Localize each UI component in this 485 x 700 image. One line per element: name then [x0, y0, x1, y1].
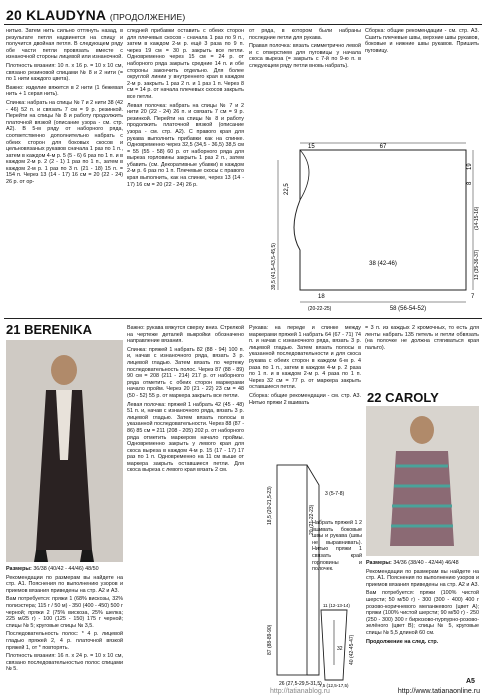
paragraph: Набрать пряжей 1 2 вшивать боковые швы и рукава (швы не выравнивать). Нитью пряжи 1 связать край горловины и полочек. — [312, 520, 363, 573]
sizes-label: Размеры: — [366, 560, 392, 566]
dim-label: 8 — [467, 181, 473, 185]
dim-label: 20 (21-22-23) — [309, 504, 315, 535]
sizes-line — [6, 566, 123, 573]
klaudyna-column-3 — [249, 28, 361, 72]
continued-note: Продолжение на след. стр. — [366, 638, 439, 645]
paragraph: Спинка: пряжей 1 набрать 82 (88 - 94) 100 п. и, начав с изнаночного ряда, вязать 3 р. лицевой гладью. Затем вязать по чертежу последовательность полос. Через 87 (88 - 89) 90 см = 208 (211 - 214) 217 р. от наборного ряда отметить с обеих сторон маркерами начало пройм. Через 20 (21 - 22) 23 см = 48 (50 - 52) 55 р. от маркера закрыть все петли. — [127, 346, 244, 399]
sizes-value: 36/38 (40/42 - 44/46) 48/50 — [33, 566, 99, 572]
dim-label: 40 (42-45-47) — [349, 634, 355, 665]
dim-label: 38 (42-46) — [369, 261, 397, 267]
header-rule — [4, 24, 482, 25]
watermark-text: http://tatianablog.ru — [270, 688, 330, 695]
sizes-line — [366, 560, 479, 567]
berenika-column-2 — [127, 325, 244, 476]
dim-label: 3 (5-7-8) — [325, 491, 345, 497]
caroly-number: 22 — [367, 390, 382, 405]
caroly-title — [367, 390, 439, 405]
paragraph: Последовательность полос: * 4 р. лицевой гладью пряжей 2, 4 р. платочной вязкой пряжей 1, от * повторять. — [6, 631, 123, 651]
dim-label: 26 (27,5-29,5-31,5) — [279, 681, 322, 687]
footer-url[interactable]: http://www.tatianaonline.ru — [397, 688, 480, 695]
dim-label: 87 (88-89-90) — [267, 624, 273, 655]
paragraph: нитью. Затем нить сильно оттянуть назад, в результате петля надвинется на спицу и получится двойная петля. В следующем ряду обе части петли провязать вместе с изнаночной стороны лицевой или изнаночной. — [6, 28, 123, 61]
paragraph: Правая полочка: вязать симметрично левой и с отверстием для пуговицы у начала скоса выреза (= закрыть с 7-й по 9-ю п. в следующем ряду петли вновь набрать). — [249, 43, 361, 69]
sizes-value: 34/36 (38/40 - 42/44) 46/48 — [393, 560, 459, 566]
paragraph: Вам потребуется: пряжи 1 (68% вискозы, 32% полиэстера; 115 г / 50 м) - 350 (400 - 450) 500 г черной; пряжи 2 (75% вискоза, 25% шелка; 225 м/25 г) - 100 (125 - 150) 175 г черной; спицы № 5; круговые спицы № 3,5. — [6, 596, 123, 629]
paragraph: Плотность вязания: 16 п. х 24 р. = 10 х 10 см, связано последовательностью полос спицами № 5. — [6, 653, 123, 673]
dim-label: 32 — [337, 646, 343, 652]
berenika-name: BERENIKA — [24, 322, 92, 337]
watermark — [270, 688, 330, 695]
paragraph: Сборка: общие рекомендации - см. стр. А3. Нитью пряжи 2 вшивать — [249, 392, 361, 406]
paragraph: Вам потребуется: пряжи (100% чистой шерсти; 50 м/50 г) - 300 (300 - 400) 400 г розово-коричневого меланжевого (цвет А); пряжи (100% чистой шерсти; 90 м/50 г) - 250 (250 - 300) 300 г бирюзово-пурпурно-розово-зелёного (цвет В); спицы № 5, круговые спицы № 5,5 длиной 60 см. — [366, 590, 479, 636]
klaudyna-column-2 — [127, 28, 244, 190]
paragraph: Важно: изделие вяжется в 2 нити (1 бежевая нить + 1 серая нить). — [6, 84, 123, 98]
klaudyna-column-4 — [365, 28, 479, 56]
section-rule — [4, 318, 482, 319]
paragraph: Рекомендации по размерам вы найдете на стр. А1. Пояснения по выполнению узоров и приемов вязания приведены на стр. А2 и А3. — [366, 568, 480, 588]
paragraph: = 3 п. из каждых 2 кромочных, то есть для ленты набрать 135 петель и петли обвязать (на полочке не должна стягиваться края пальто). — [365, 325, 479, 351]
paragraph: Левая полочка: набрать на спицы № 7 и 2 нити 20 (22 - 24) 26 п. и связать 7 см = 9 р. резинкой. Перейти на спицы № 8 и работу продолжить платочной вязкой (описание узора - см. стр. А2). С правого края для рукава выполнить прибавки как на спинке. Одновременно через 32,5 (34,5 - 36,5) 38,5 см = 55 (55 - 58) 60 р. от наборного ряда для выреза горловины закрыть 1 раз 2 п., затем убавить (см. Декоративные убавки) в каждом 2-м р. 6 раз по 1 п. Плечевые скосы с правого края выполнить, как на спинке, через 13 (14 - 17) 16 см = 20 (22 - 24) 26 р. — [127, 102, 244, 188]
paragraph: следней прибавки оставить с обеих сторон для плечевых скосов - сначала 1 раз по 9 п., затем в каждом 2-м р. ещё 3 раза по 9 п. через 19 см = 30 р. закрыть все петли. Одновременно через 15 см = 24 р. от наборного ряда закрыть средние 14 п. и обе стороны закончить отдельно. Для более округлой линии у внутреннего края в каждом 2-м р. закрыть 1 раз 2 п. и 1 раз 1 п. Через 8 см = 14 р. от начала плечевых скосов закрыть все петли. — [127, 28, 244, 100]
dim-label: 7,5 (12,5-17,5) — [319, 683, 349, 688]
dim-label: 58 (56-54-52) — [389, 306, 427, 312]
caroly-name: CAROLY — [385, 390, 439, 405]
berenika-title — [6, 322, 92, 337]
page-ref — [466, 678, 475, 685]
page-ref-value: А5 — [466, 678, 475, 685]
caroly-column — [366, 560, 479, 647]
dim-label: (20-22-25) — [308, 306, 332, 312]
caroly-photo — [366, 406, 479, 556]
klaudyna-pattern-diagram — [248, 140, 480, 315]
paragraph: Плотность вязания: 10 п. х 16 р. = 10 х 10 см, связано резиновой спицами № 8 и 2 нити (= по 1 нити каждого цвета). — [6, 62, 123, 83]
klaudyna-column-1 — [6, 28, 123, 188]
footer — [360, 688, 480, 695]
dim-label: 7 — [471, 294, 475, 300]
berenika-photo — [6, 340, 123, 562]
berenika-number: 21 — [6, 322, 21, 337]
dim-label: (14-15-16) — [474, 206, 480, 230]
berenika-assembly-note — [312, 520, 362, 575]
paragraph: Левая полочка: пряжей 1 набрать 42 (45 - 48) 51 п. и, начав с изнаночного ряда, вязать 3 р. лицевой гладью. Затем вязать полосы в указанной последовательности. Через 88 (87 - 86) 85 см = 211 (208 - 205) 202 р. от наборного ряда отметить маркером начало проймы. Одновременно закрыть у левого края для скоса выреза в каждом 4-м р. 15 (17 - 17) 17 раз по 1 п. Одновременно на 11 см выше от маркера закрыть оставшиеся петли. Для скоса выреза с левого края вязать 2 см. — [127, 401, 244, 474]
dim-label: 39,5 (41,5-43,5-45,5) — [271, 243, 277, 290]
paragraph: Спинка: набрать на спицы № 7 и 2 нити 38 (42 - 46) 52 п. и связать 7 см = 9 р. резинкой. Перейти на спицы № 8 и работу продолжить платочной вязкой (описание узора - см. стр. А2). В 5-м ряду от наборного ряда, соответственно дополнительно набрать с обеих сторон для боковых скосов и цельновязаных рукавов сначала 1 раз по 1 п., затем в каждом 4-м р. 5 (5 - 6) 6 раз по 1 п. и в каждом 2-м р. 2 (2 - 1) 1 раз по 1 п., затем в каждом 2-м р. 1 раз по 3 п. (21 - 18) 15 п. = 154 п. Через 13 (14 - 17) 16 см = 20 (22 - 24) 26 р. от ор- — [6, 99, 123, 186]
dim-label: 67 — [379, 144, 387, 150]
berenika-column-3 — [249, 325, 361, 408]
paragraph: от ряда, в котором были набраны последние петли для рукава. — [249, 28, 361, 41]
dim-label: 22,5 — [284, 183, 290, 195]
dim-label: 15 — [308, 144, 315, 150]
dim-label: 18 — [318, 294, 325, 300]
sizes-label: Размеры: — [6, 566, 32, 572]
dim-label: 11 (12-13-14) — [323, 603, 350, 608]
article-header — [6, 7, 185, 23]
dim-label: 13 (35-36-37) — [474, 249, 480, 280]
paragraph: Важно: рукава вяжутся сверху вниз. Стрелкой на чертеже деталей выкройки обозначено направление вязания. — [127, 325, 244, 345]
paragraph: Рукава: на переде и спинке между маркерами пряжей 1 набрать 64 (67 - 71) 74 п. и начав с изнаночного ряда, вязать 3 р. лицевой гладью. Затем вязать полосы в указанной последовательности и для скоса рукава с обеих сторон в каждом 6-м р. 4 раза по 1 п., затем в каждом 4-м р. 2 раза по 1 п. и в каждом 2-м р. 4 раза по 1 п. Через 32 см = 77 р. от маркера закрыть оставшиеся петли. — [249, 325, 361, 391]
article-subtitle: (ПРОДОЛЖЕНИЕ) — [109, 12, 186, 22]
dim-label: 18,5 (20-21,5-23) — [267, 486, 273, 525]
berenika-column-4 — [365, 325, 479, 353]
berenika-column-1 — [6, 566, 123, 675]
dim-label: 19 — [467, 163, 473, 170]
article-name: KLAUDYNA — [26, 7, 106, 23]
paragraph: Рекомендации по размерам вы найдете на стр. А1. Пояснения по выполнению узоров и приемов вязания приведены на стр. А2 и А3. — [6, 574, 123, 594]
article-number: 20 — [6, 7, 22, 23]
paragraph: Сборка: общие рекомендации - см. стр. А3. Сшить плечевые швы, верхние швы рукавов, боковые и нижние швы рукавов. Пришить пуговицу. — [365, 28, 479, 54]
